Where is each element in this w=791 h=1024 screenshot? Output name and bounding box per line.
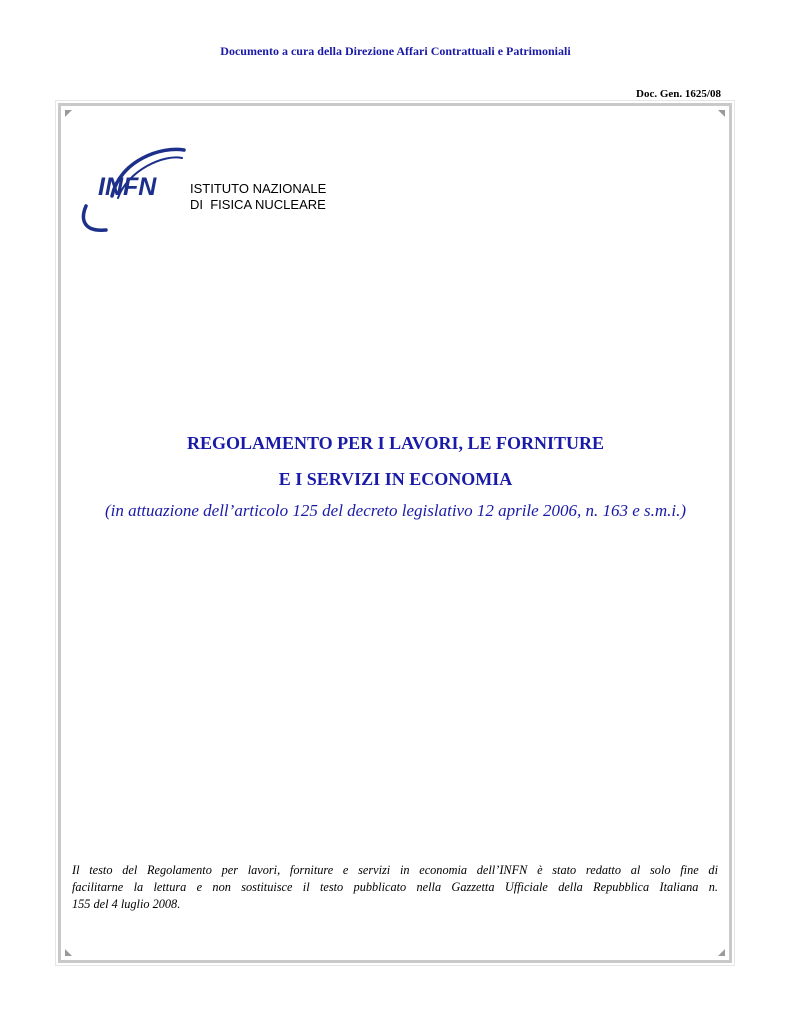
document-title-line-2: E I SERVIZI IN ECONOMIA [278, 469, 513, 489]
frame-corner-bottom-left [65, 949, 72, 956]
organization-name [190, 181, 326, 213]
document-title-line-1: REGOLAMENTO PER I LAVORI, LE FORNITURE [186, 433, 605, 453]
frame-corner-bottom-right [718, 949, 725, 956]
logo-wordmark: INFN [98, 173, 157, 201]
disclaimer-note [72, 862, 718, 913]
disclaimer-line-2: facilitarne la lettura e non sostituisce il testo pubblicato nella Gazzetta Ufficiale della Repubblica Italiana n. [72, 880, 718, 894]
infn-logo [76, 140, 186, 235]
frame-corner-top-right [718, 110, 725, 117]
frame-corner-top-left [65, 110, 72, 117]
organization-line-2: DI FISICA NUCLEARE [190, 197, 326, 212]
edited-by-header: Documento a cura della Direzione Affari Contrattuali e Patrimoniali [220, 44, 571, 58]
document-subtitle: (in attuazione dell’articolo 125 del decreto legislativo 12 aprile 2006, n. 163 e s.m.i.) [104, 501, 687, 520]
logo-lower-arc [83, 206, 106, 230]
organization-line-1: ISTITUTO NAZIONALE [190, 181, 327, 196]
disclaimer-line-3: 155 del 4 luglio 2008. [72, 897, 181, 911]
disclaimer-line-1: Il testo del Regolamento per lavori, forniture e servizi in economia dell’INFN è stato redatto al solo fine di [72, 863, 718, 877]
document-reference: Doc. Gen. 1625/08 [636, 88, 721, 100]
